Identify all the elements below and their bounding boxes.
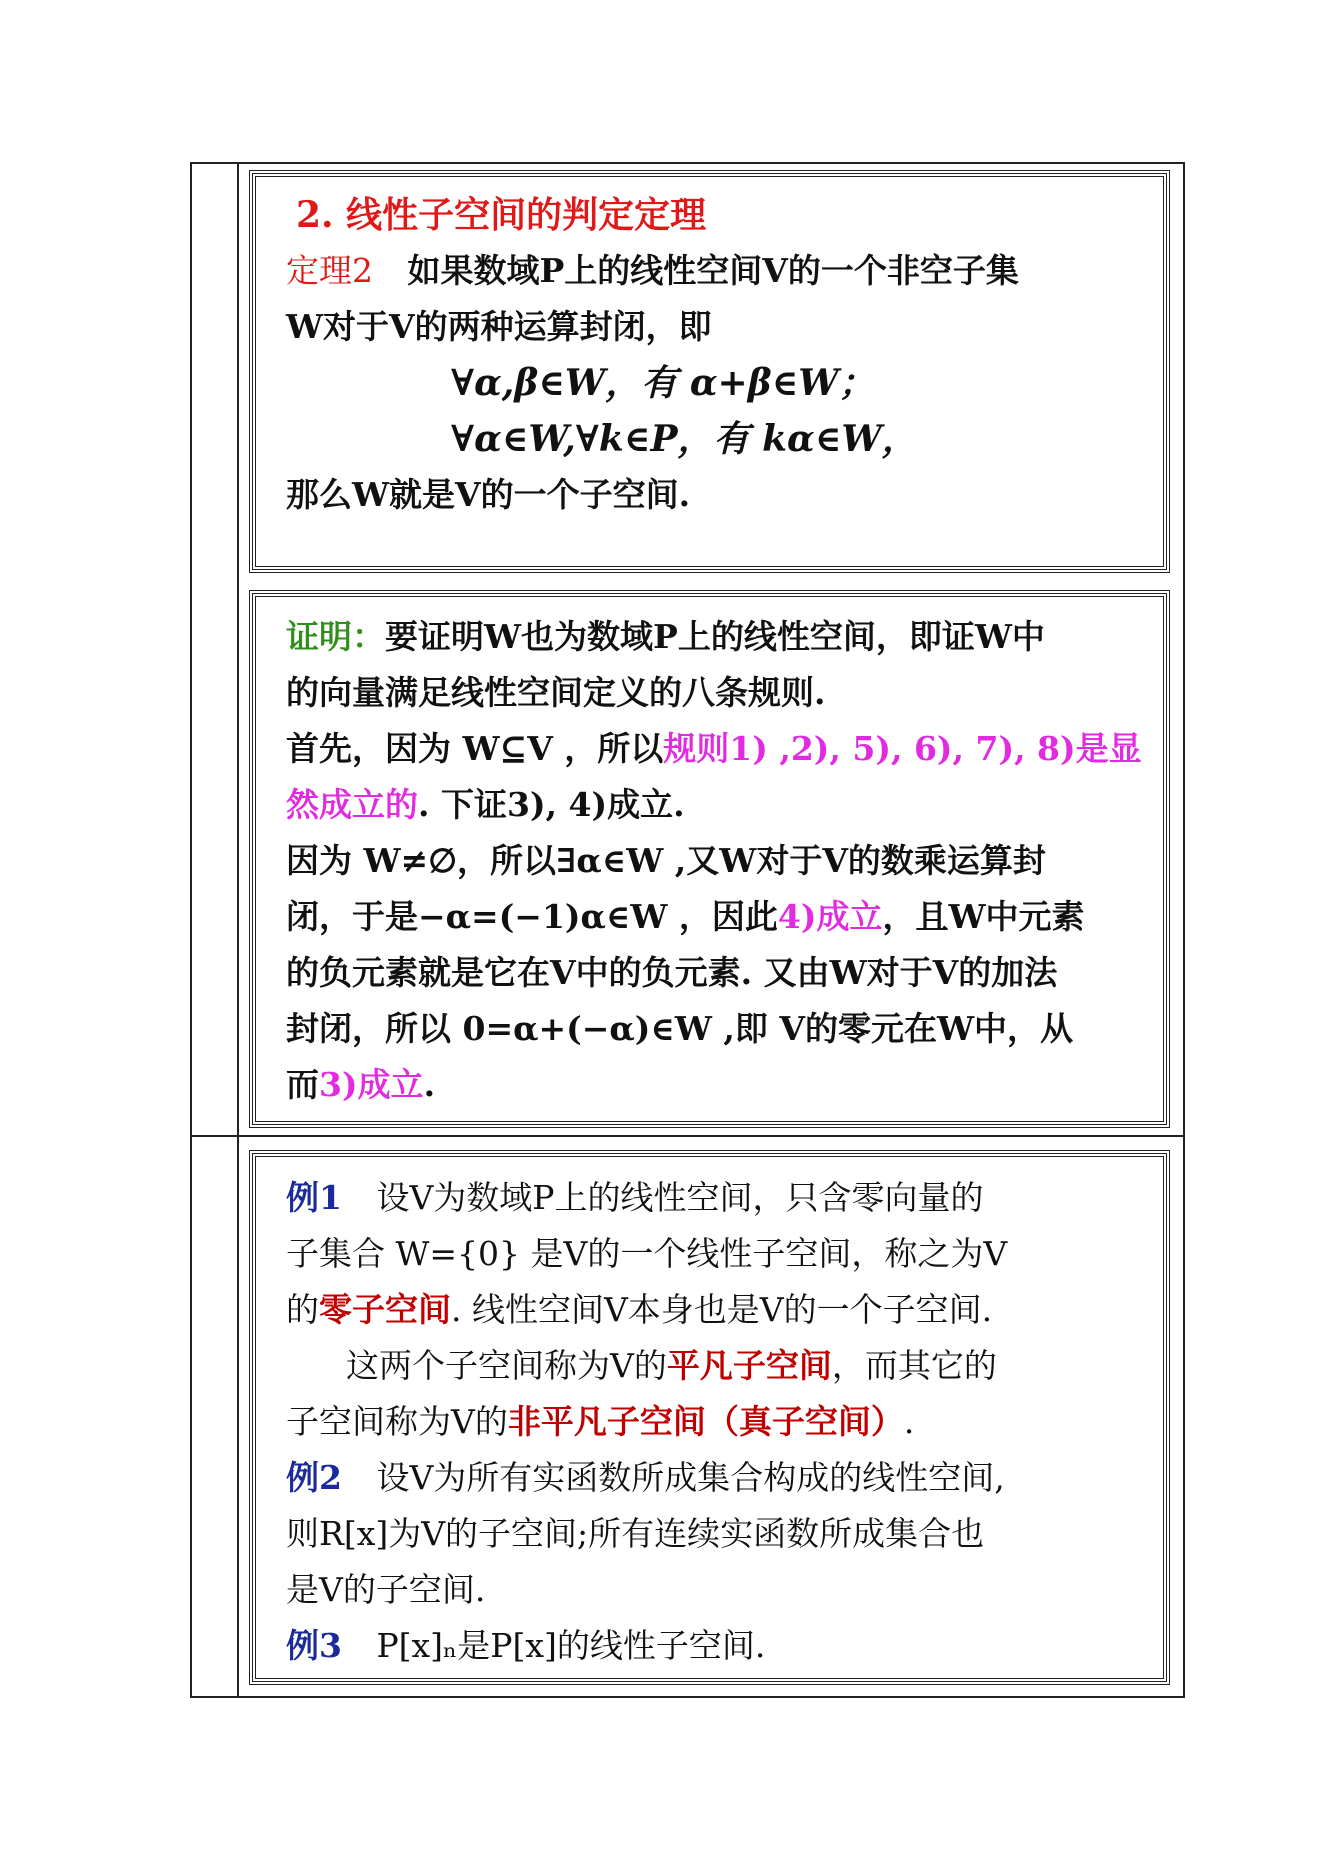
proof-text-6b: ，且W中元素 <box>882 897 1085 936</box>
example1-text-3b: . 线性空间V本身也是V的一个子空间. <box>451 1290 993 1329</box>
examples-box <box>252 1153 1167 1682</box>
example1-text-5b: . <box>903 1402 915 1441</box>
proof-line-3 <box>286 721 1142 777</box>
theorem-label: 定理2 <box>286 251 373 290</box>
rule3-highlight: 3)成立 <box>319 1065 424 1104</box>
example1-line-2: 子集合 W={0} 是V的一个线性子空间，称之为V <box>286 1234 1008 1273</box>
proof-text-6: 闭，于是−α=(−1)α∈W ，因此 <box>286 897 778 936</box>
theorem-conclusion: 那么W就是V的一个子空间. <box>286 475 691 514</box>
proof-text-9: 而 <box>286 1065 319 1104</box>
section-heading: 2. 线性子空间的判定定理 <box>296 194 707 236</box>
proof-text-4: . 下证3), 4)成立. <box>418 785 685 824</box>
example3-label: 例3 <box>286 1626 342 1665</box>
example2-line-2: 则R[x]为V的子空间;所有连续实函数所成集合也 <box>286 1514 985 1553</box>
example1-text-4a: 这两个子空间称为V的 <box>346 1346 667 1385</box>
example1-label: 例1 <box>286 1178 342 1217</box>
closure-formula-addition: ∀α,β∈W，有 α+β∈W； <box>451 362 875 404</box>
example2-label: 例2 <box>286 1458 342 1497</box>
proof-line-1 <box>286 609 1133 665</box>
trivial-subspace-term: 平凡子空间 <box>666 1346 832 1385</box>
proof-line-4 <box>286 777 1133 833</box>
example3-line-1 <box>286 1618 1133 1674</box>
proof-line-8: 封闭，所以 0=α+(−α)∈W ,即 V的零元在W中，从 <box>286 1009 1074 1048</box>
theorem-box <box>252 173 1167 570</box>
example2-line-1 <box>286 1450 1133 1506</box>
theorem-line-2: W对于V的两种运算封闭，即 <box>286 307 712 346</box>
proof-line-9 <box>286 1057 1133 1113</box>
proof-line-6 <box>286 889 1133 945</box>
example2-line-3: 是V的子空间. <box>286 1570 486 1609</box>
proof-text-1: 要证明W也为数域P上的线性空间，即证W中 <box>385 617 1045 656</box>
rule4-highlight: 4)成立 <box>777 897 883 936</box>
proof-line-7: 的负元素就是它在V中的负元素. 又由W对于V的加法 <box>286 953 1058 992</box>
example1-text-3a: 的 <box>286 1290 319 1329</box>
table-column-divider <box>237 162 239 1698</box>
example1-text-4b: ，而其它的 <box>831 1346 997 1385</box>
zero-subspace-term: 零子空间 <box>319 1290 451 1329</box>
proof-line-5: 因为 W≠∅，所以∃α∈W ,又W对于V的数乘运算封 <box>286 841 1046 880</box>
example2-text-1: 设V为所有实函数所成集合构成的线性空间, <box>376 1458 1005 1497</box>
rules-highlight-2: 然成立的 <box>286 785 418 824</box>
example3-text-1: P[x]ₙ是P[x]的线性子空间. <box>376 1626 766 1665</box>
nontrivial-subspace-term: 非平凡子空间（真子空间） <box>507 1402 904 1441</box>
proof-label: 证明： <box>286 617 385 656</box>
example1-line-1 <box>286 1170 1133 1226</box>
example1-line-5 <box>286 1394 1133 1450</box>
proof-box <box>252 593 1167 1125</box>
proof-line-2: 的向量满足线性空间定义的八条规则. <box>286 673 826 712</box>
example1-text-5a: 子空间称为V的 <box>286 1402 508 1441</box>
example1-line-4 <box>286 1338 1133 1394</box>
theorem-line-1 <box>286 243 1133 299</box>
proof-text-9b: . <box>423 1065 436 1104</box>
rules-highlight-1: 规则1) ,2), 5), 6), 7), 8)是显 <box>663 729 1142 768</box>
closure-formula-scalar: ∀α∈W,∀k∈P，有 kα∈W， <box>451 418 918 460</box>
example1-line-3 <box>286 1282 1133 1338</box>
proof-text-3: 首先，因为 W⊆V ，所以 <box>286 729 664 768</box>
table-row-divider <box>190 1135 1185 1137</box>
example1-text-1: 设V为数域P上的线性空间，只含零向量的 <box>376 1178 984 1217</box>
theorem-text-1: 如果数域P上的线性空间V的一个非空子集 <box>407 251 1019 290</box>
